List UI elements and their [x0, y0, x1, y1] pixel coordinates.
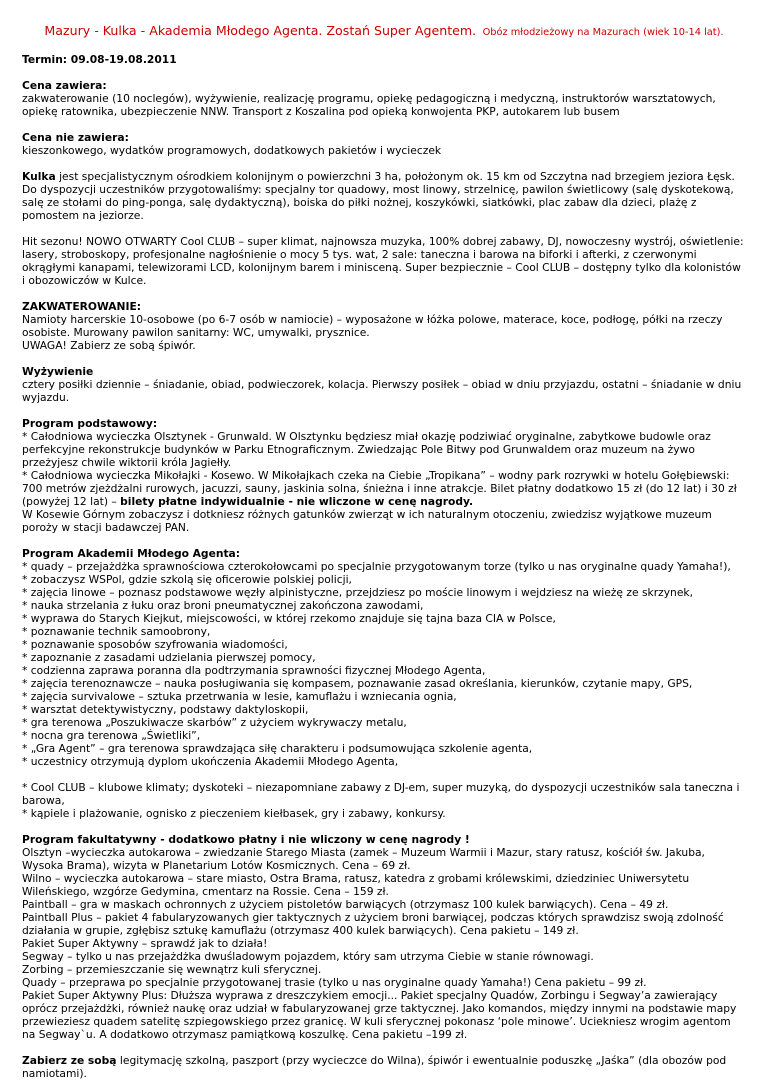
list-item: * codzienna zaprawa poranna dla podtrzymania sprawności fizycznej Młodego Agenta, [22, 664, 486, 677]
list-item: * gra terenowa „Poszukiwacze skarbów” z użyciem wykrywaczy metalu, [22, 716, 407, 729]
basic-program-item-bold: bilety płatne indywidualnie - nie wliczone w cenę nagrody. [120, 495, 474, 508]
list-item: * quady – przejażdżka sprawnościowa czterokołowcami po specjalnie przygotowanym torze (tylko u nas oryginalne quady Yamaha!), [22, 560, 731, 573]
price-includes-heading: Cena zawiera: [22, 79, 107, 92]
title-subtitle: Obóz młodzieżowy na Mazurach (wiek 10-14 lat). [482, 27, 724, 38]
list-item: * zajęcia terenoznawcze – nauka posługiwania się kompasem, poznawanie zasad określania, kierunków, czytanie mapy, GPS, [22, 677, 693, 690]
section-price-includes [22, 79, 746, 118]
optional-program-line: Paintball Plus – pakiet 4 fabularyzowanych gier taktycznych z użyciem broni barwiącej, podczas których sprawdzisz swoją zdolność działania w grupie, zgłębisz sztukę kamuflażu (otrzymasz 400 kulek barwiących). Cena pakietu – 149 zł. [22, 911, 724, 937]
term-text: Termin: 09.08-19.08.2011 [22, 53, 177, 66]
optional-program-line: Quady – przeprawa po specjalnie przygotowanej trasie (tylko u nas oryginalne quady Yamaha!) Cena pakietu – 99 zł. [22, 976, 647, 989]
basic-program-item-text: * Całodniowa wycieczka Mikołajki - Kosewo. W Mikołajkach czeka na Ciebie „Tropikana” – wodny park rozrywki w hotelu Gołębiewski: 700 metrów zjeżdżalni rurowych, jacuzzi, sauny, jaskinia solna, śnieżna i inne atrakcje. Bilet płatny dodatkowo 15 zł (do 12 lat) i 30 zł (powyżej 12 lat) – [22, 469, 737, 508]
bring-along-text: legitymację szkolną, paszport (przy wycieczce do Wilna), śpiwór i ewentualnie poduszkę „Jaśka” (dla obozów pod namiotami). [22, 1054, 727, 1080]
agent-program-heading: Program Akademii Młodego Agenta: [22, 547, 241, 560]
beach-text: * kąpiele i plażowanie, ognisko z pieczeniem kiełbasek, gry i zabawy, konkursy. [22, 807, 446, 820]
hit-text: Hit sezonu! NOWO OTWARTY Cool CLUB – super klimat, najnowsza muzyka, 100% dobrej zabawy, DJ, nowoczesny wystrój, oświetlenie: lasery, stroboskopy, profesjonalne nagłośnienie o mocy 5 tys. wat, 2 sale: taneczna i barowa na biforki i afterki, z czerwonymi okrągłymi kanapami, telewizorami LCD, kolonijnym barem i minisceną. Super bezpiecznie – Cool CLUB – dostępny tylko dla kolonistów i obozowiczów w Kulce. [22, 235, 744, 287]
meals-heading: Wyżywienie [22, 365, 94, 378]
section-price-excludes [22, 131, 746, 157]
section-kulka [22, 170, 746, 222]
term-dates [22, 53, 746, 66]
section-accommodation [22, 300, 746, 352]
list-item: * zajęcia linowe – poznasz podstawowe węzły alpinistyczne, przejdziesz po moście linowym i wejdziesz na wieżę ze skrzynek, [22, 586, 693, 599]
price-excludes-heading: Cena nie zawiera: [22, 131, 129, 144]
cool-club-text: * Cool CLUB – klubowe klimaty; dyskoteki – niezapomniane zabawy z DJ-em, super muzyką, do dyspozycji uczestników sala taneczna i barowa, [22, 781, 740, 807]
list-item: * nauka strzelania z łuku oraz broni pneumatycznej zakończona zawodami, [22, 599, 424, 612]
optional-program-heading: Program fakultatywny - dodatkowo płatny i nie wliczony w cenę nagrody ! [22, 833, 470, 846]
section-hit [22, 235, 746, 287]
list-item: * warsztat detektywistyczny, podstawy daktyloskopii, [22, 703, 309, 716]
accommodation-note: UWAGA! Zabierz ze sobą śpiwór. [22, 339, 196, 352]
price-excludes-text: kieszonkowego, wydatków programowych, dodatkowych pakietów i wycieczek [22, 144, 442, 157]
kulka-bold: Kulka [22, 170, 56, 183]
kulka-text: jest specjalistycznym ośrodkiem kolonijnym o powierzchni 3 ha, położonym ok. 15 km od Szczytna nad brzegiem jeziora Łęsk. Do dyspozycji uczestników przygotowaliśmy: specjalny tor quadowy, most linowy, strzelnicę, pawilon świetlicowy (salę dyskotekową, salę ze stołami do ping-ponga, salę dydaktyczną), boiska do piłki nożnej, koszykówki, siatkówki, plac zabaw dla dzieci, plażę z pomostem na jeziorze. [22, 170, 735, 222]
section-optional-program [22, 833, 746, 1041]
list-item: * zajęcia survivalowe – sztuka przetrwania w lesie, kamuflażu i wzniecania ognia, [22, 690, 457, 703]
accommodation-heading: ZAKWATEROWANIE: [22, 300, 142, 313]
price-includes-text: zakwaterowanie (10 noclegów), wyżywienie, realizację programu, opiekę pedagogiczną i medyczną, instruktorów warsztatowych, opiekę ratownika, ubezpieczenie NNW. Transport z Koszalina pod opieką konwojenta PKP, autokarem lub busem [22, 92, 716, 118]
page-title [22, 24, 746, 39]
section-bring-along [22, 1054, 746, 1080]
basic-program-item [22, 469, 746, 508]
meals-text: cztery posiłki dziennie – śniadanie, obiad, podwieczorek, kolacja. Pierwszy posiłek – obiad w dniu przyjazdu, ostatni – śniadanie w dniu wyjazdu. [22, 378, 742, 404]
accommodation-text: Namioty harcerskie 10-osobowe (po 6-7 osób w namiocie) – wyposażone w łóżka polowe, materace, koce, podłogę, półki na rzeczy osobiste. Murowany pawilon sanitarny: WC, umywalki, prysznice. [22, 313, 723, 339]
list-item: * „Gra Agent” – gra terenowa sprawdzająca siłę charakteru i podsumowująca szkolenie agenta, [22, 742, 533, 755]
bring-along-bold: Zabierz ze sobą [22, 1054, 117, 1067]
section-agent-program [22, 547, 746, 768]
optional-program-line: Paintball – gra w maskach ochronnych z użyciem pistoletów barwiących (otrzymasz 100 kulek barwiących). Cena – 49 zł. [22, 898, 669, 911]
optional-program-line: Wilno – wycieczka autokarowa – stare miasto, Ostra Brama, ratusz, katedra z grobami królewskimi, dziedziniec Uniwersytetu Wileńskiego, wzgórze Gedymina, cmentarz na Rossie. Cena – 159 zł. [22, 872, 690, 898]
list-item: * poznawanie technik samoobrony, [22, 625, 211, 638]
title-main: Mazury - Kulka - Akademia Młodego Agenta. Zostań Super Agentem. [44, 23, 477, 38]
agent-program-list [22, 560, 746, 768]
optional-program-line: Olsztyn –wycieczka autokarowa – zwiedzanie Starego Miasta (zamek – Muzeum Warmii i Mazur, stary ratusz, kościół św. Jakuba, Wysoka Brama), wizyta w Planetarium Lotów Kosmicznych. Cena – 69 zł. [22, 846, 705, 872]
basic-program-heading: Program podstawowy: [22, 417, 158, 430]
list-item: * poznawanie sposobów szyfrowania wiadomości, [22, 638, 288, 651]
list-item: * nocna gra terenowa „Świetliki”, [22, 729, 201, 742]
section-basic-program [22, 417, 746, 534]
basic-program-item: * Całodniowa wycieczka Olsztynek - Grunwald. W Olsztynku będziesz miał okazję podziwiać oryginalne, zabytkowe budowle oraz perfekcyjne rekonstrukcje budynków w Parku Etnograficznym. Zwiedzając Pole Bitwy pod Grunwaldem oraz muzeum na żywo przeżyjesz chwile wiktorii króla Jagiełły. [22, 430, 711, 469]
optional-program-line: Pakiet Super Aktywny Plus: Dłuższa wyprawa z dreszczykiem emocji... Pakiet specjalny Quadów, Zorbingu i Segway’a zawierający oprócz przejażdżki, również naukę oraz udział w fabularyzowanej grze taktycznej. Jako komandos, między innymi na podstawie mapy przewieziesz quadem satelitę szpiegowskiego przez granicę. W kuli sferycznej pokonasz ‘pole minowe’. Uciekniesz wrogim agentom na Segway`u. A dodatkowo otrzymasz pamiątkową koszulkę. Cena pakietu –199 zł. [22, 989, 737, 1041]
list-item: * zapoznanie z zasadami udzielania pierwszej pomocy, [22, 651, 316, 664]
basic-program-item: W Kosewie Górnym zobaczysz i dotkniesz różnych gatunków zwierząt w ich naturalnym otoczeniu, zwiedzisz wyjątkowe muzeum poroży w stacji badawczej PAN. [22, 508, 712, 534]
section-cool-club [22, 781, 746, 820]
optional-program-line: Zorbing – przemieszczanie się wewnątrz kuli sferycznej. [22, 963, 322, 976]
optional-program-line: Segway – tylko u nas przejażdżka dwuśladowym pojazdem, który sam utrzyma Ciebie w stanie równowagi. [22, 950, 594, 963]
list-item: * uczestnicy otrzymują dyplom ukończenia Akademii Młodego Agenta, [22, 755, 399, 768]
optional-program-line: Pakiet Super Aktywny – sprawdź jak to działa! [22, 937, 268, 950]
list-item: * zobaczysz WSPol, gdzie szkolą się oficerowie polskiej policji, [22, 573, 352, 586]
section-meals [22, 365, 746, 404]
list-item: * wyprawa do Starych Kiejkut, miejscowości, w której rzekomo znajduje się tajna baza CIA w Polsce, [22, 612, 556, 625]
